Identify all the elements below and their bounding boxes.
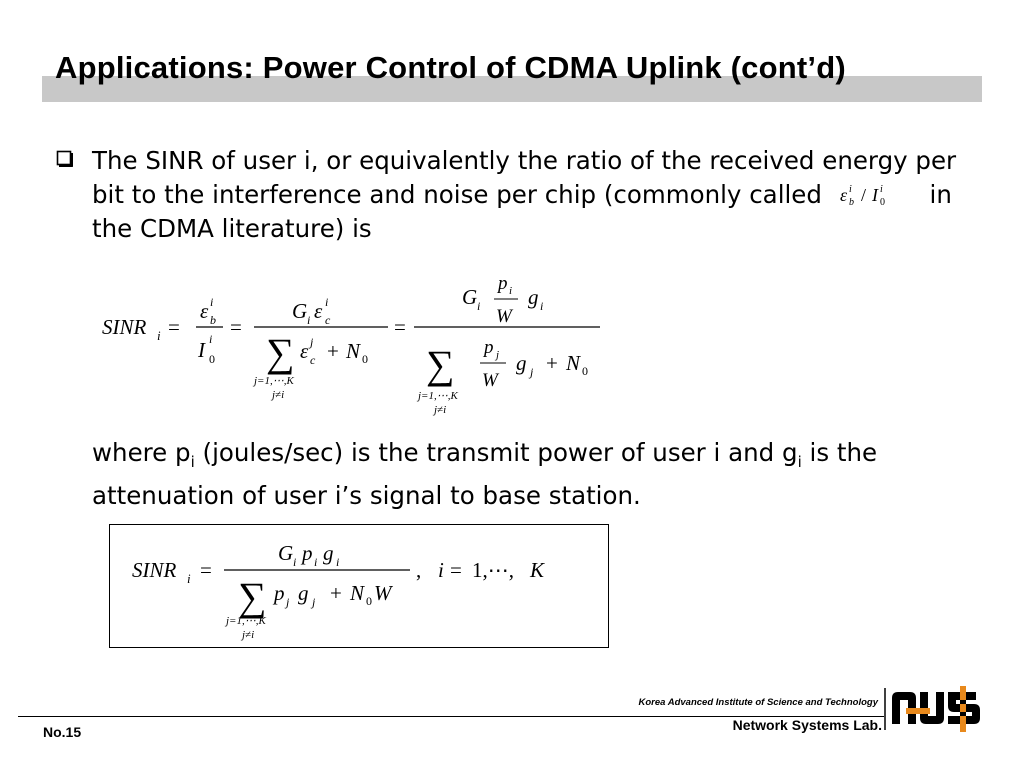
paragraph-where-definition: [92, 436, 992, 513]
svg-text:j≠i: j≠i: [272, 389, 285, 401]
svg-text:G: G: [462, 285, 478, 309]
svg-text:j≠i: j≠i: [242, 629, 255, 641]
svg-text:0: 0: [366, 594, 372, 608]
svg-text:N: N: [566, 351, 581, 375]
svg-text:=: =: [230, 315, 242, 339]
svg-text:g: g: [298, 581, 309, 605]
institute-name: Korea Advanced Institute of Science and Technology: [638, 697, 878, 708]
svg-text:G: G: [292, 299, 308, 323]
svg-text:i: i: [336, 555, 340, 569]
svg-text:p: p: [274, 581, 285, 605]
boxed-sinr-equation: [126, 532, 596, 644]
svg-text:i: i: [314, 555, 318, 569]
svg-text:i: i: [879, 184, 883, 195]
svg-text:ε: ε: [300, 339, 309, 363]
svg-text:0: 0: [879, 197, 885, 207]
svg-text:∑: ∑: [238, 574, 267, 619]
subscript-p-i: i: [190, 452, 195, 471]
svg-text:p: p: [302, 541, 313, 565]
svg-text:i: i: [210, 295, 214, 309]
svg-text:i: i: [307, 313, 311, 327]
where-text-1: where p: [92, 438, 191, 467]
svg-text:b: b: [210, 313, 216, 327]
svg-text:=: =: [450, 558, 462, 582]
svg-text:/: /: [860, 185, 866, 205]
svg-text:i: i: [187, 571, 191, 586]
where-text-3: is the attenuation of user i’s signal to base station.: [92, 438, 878, 510]
svg-text:i: i: [438, 558, 444, 582]
svg-text:j: j: [312, 595, 316, 609]
svg-text:0: 0: [209, 352, 215, 366]
svg-text:=: =: [168, 315, 180, 339]
svg-text:p: p: [484, 337, 494, 358]
paragraph-text-after: in the CDMA literature) is: [92, 180, 952, 243]
svg-text:j: j: [310, 335, 314, 349]
svg-text:j=1,⋯,K: j=1,⋯,K: [226, 615, 266, 627]
nss-logo: [884, 684, 984, 736]
svg-text:0: 0: [582, 364, 588, 378]
svg-text:0: 0: [362, 352, 368, 366]
svg-text:W: W: [482, 370, 498, 391]
svg-text:j=1,⋯,K: j=1,⋯,K: [254, 375, 294, 387]
svg-text:G: G: [278, 541, 294, 565]
sinr-equation: [96, 262, 616, 422]
checkbox-bullet-icon: [56, 150, 74, 168]
svg-text:p: p: [498, 273, 508, 294]
svg-text:j: j: [286, 595, 290, 609]
svg-text:SINR: SINR: [132, 558, 177, 582]
svg-text:W: W: [374, 581, 392, 605]
svg-text:ε: ε: [839, 185, 847, 205]
svg-text:j: j: [530, 365, 534, 379]
svg-text:g: g: [323, 541, 334, 565]
svg-text:i: i: [848, 184, 852, 195]
svg-text:i: i: [325, 295, 329, 309]
svg-text:i: i: [293, 555, 297, 569]
svg-text:c: c: [325, 313, 331, 327]
svg-text:SINR: SINR: [102, 315, 147, 339]
svg-text:ε: ε: [200, 299, 209, 323]
svg-text:i: i: [209, 332, 213, 346]
subscript-g-i: i: [797, 452, 802, 471]
lab-name: Network Systems Lab.: [732, 717, 882, 733]
paragraph-text-before: The SINR of user i, or equivalently the ratio of the received energy per bit to the interference and noise per chip (commonly called: [92, 146, 957, 209]
svg-text:ε: ε: [314, 299, 323, 323]
svg-text:i: i: [477, 299, 481, 313]
where-text-2: (joules/sec) is the transmit power of user i and g: [194, 438, 798, 467]
eb-over-i0-formula: [830, 183, 922, 207]
svg-text:=: =: [394, 315, 406, 339]
svg-text:g: g: [516, 351, 527, 375]
svg-text:i: i: [157, 328, 161, 343]
svg-text:j=1,⋯,K: j=1,⋯,K: [418, 390, 458, 402]
svg-text:N: N: [346, 339, 361, 363]
slide-title: Applications: Power Control of CDMA Uplink (cont’d): [55, 50, 846, 85]
svg-text:i: i: [509, 285, 513, 297]
svg-text:,: ,: [416, 558, 422, 582]
svg-text:N: N: [350, 581, 365, 605]
svg-text:j≠i: j≠i: [434, 404, 447, 416]
svg-text:+: +: [330, 581, 342, 605]
svg-text:W: W: [496, 306, 512, 327]
page-number: No.15: [43, 724, 82, 740]
svg-text:I: I: [198, 338, 205, 362]
svg-text:+: +: [546, 351, 558, 375]
svg-text:∑: ∑: [266, 330, 295, 375]
svg-text:b: b: [848, 197, 854, 207]
paragraph-sinr-definition: [92, 144, 972, 246]
svg-text:g: g: [528, 285, 539, 309]
svg-text:K: K: [530, 558, 545, 582]
svg-text:j: j: [496, 349, 500, 361]
svg-text:c: c: [310, 353, 316, 367]
svg-text:+: +: [327, 339, 339, 363]
svg-text:∑: ∑: [426, 342, 455, 387]
svg-text:1,⋯,: 1,⋯,: [472, 558, 514, 582]
svg-text:I: I: [871, 185, 878, 205]
svg-text:i: i: [540, 299, 544, 313]
svg-text:=: =: [200, 558, 212, 582]
